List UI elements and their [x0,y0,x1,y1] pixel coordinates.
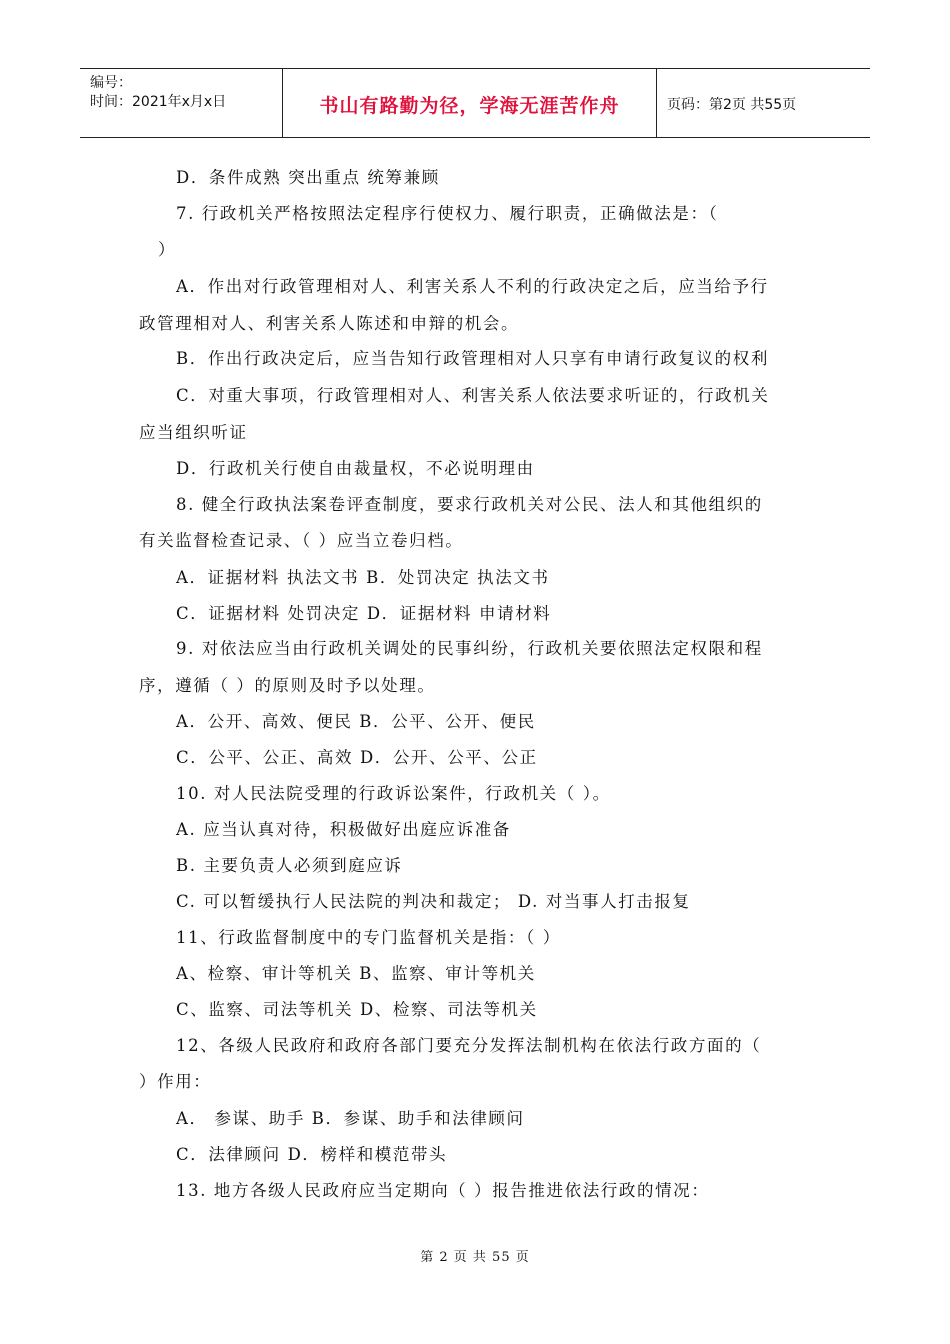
question-line: 10. 对人民法院受理的行政诉讼案件，行政机关（ ）。 [176,784,611,803]
header-page-info: 页码：第2页 共55页 [667,97,797,113]
question-line: 7. 行政机关严格按照法定程序行使权力、履行职责，正确做法是：（ [176,204,719,223]
question-line: ）作用： [139,1072,212,1091]
question-line: 13. 地方各级人民政府应当定期向（ ）报告推进依法行政的情况： [176,1181,710,1200]
header-motto: 书山有路勤为径，学海无涯苦作舟 [319,95,620,117]
option-line: A．公开、高效、便民 B．公平、公开、便民 [176,712,536,731]
option-line: A. 应当认真对待，积极做好出庭应诉准备 [176,820,511,839]
option-line: C．公平、公正、高效 D．公开、公平、公正 [176,748,538,767]
option-line: A、检察、审计等机关 B、监察、审计等机关 [176,964,536,983]
header-meta-cell [80,69,283,137]
document-number-label: 编号： [90,75,132,91]
option-line: D．行政机关行使自由裁量权，不必说明理由 [176,459,535,478]
page-header [80,68,870,138]
option-line: B．作出行政决定后，应当告知行政管理相对人只享有申请行政复议的权利 [176,349,769,368]
option-line: C. 可以暂缓执行人民法院的判决和裁定； D. 对当事人打击报复 [176,892,691,911]
option-line: D．条件成熟 突出重点 统筹兼顾 [176,168,440,187]
question-line: 12、各级人民政府和政府各部门要充分发挥法制机构在依法行政方面的（ [176,1036,762,1055]
option-line: C．法律顾问 D．榜样和模范带头 [176,1145,448,1164]
option-line: A．作出对行政管理相对人、利害关系人不利的行政决定之后，应当给予行 [176,277,769,296]
question-line: 序，遵循（ ）的原则及时予以处理。 [139,676,436,695]
option-line: C、监察、司法等机关 D、检察、司法等机关 [176,1000,538,1019]
question-line: 9. 对依法应当由行政机关调处的民事纠纷，行政机关要依照法定权限和程 [176,639,763,658]
question-line: ） [158,240,177,259]
option-line: C．证据材料 处罚决定 D．证据材料 申请材料 [176,604,552,623]
page-footer: 第 2 页 共 55 页 [420,1250,530,1265]
header-page-cell [657,69,870,137]
document-date: 时间：2021年x月x日 [90,94,227,110]
header-motto-cell [283,69,657,137]
option-line: B. 主要负责人必须到庭应诉 [176,856,403,875]
question-line: 有关监督检查记录、（ ）应当立卷归档。 [139,531,464,550]
option-line: 应当组织听证 [139,423,248,442]
option-line: A． 参谋、助手 B．参谋、助手和法律顾问 [176,1109,525,1128]
option-line: C．对重大事项，行政管理相对人、利害关系人依法要求听证的，行政机关 [176,386,770,405]
option-line: A．证据材料 执法文书 B．处罚决定 执法文书 [176,568,550,587]
question-line: 8. 健全行政执法案卷评查制度，要求行政机关对公民、法人和其他组织的 [176,495,763,514]
option-line: 政管理相对人、利害关系人陈述和申辩的机会。 [139,314,520,333]
question-line: 11、行政监督制度中的专门监督机关是指：（ ） [176,928,561,947]
